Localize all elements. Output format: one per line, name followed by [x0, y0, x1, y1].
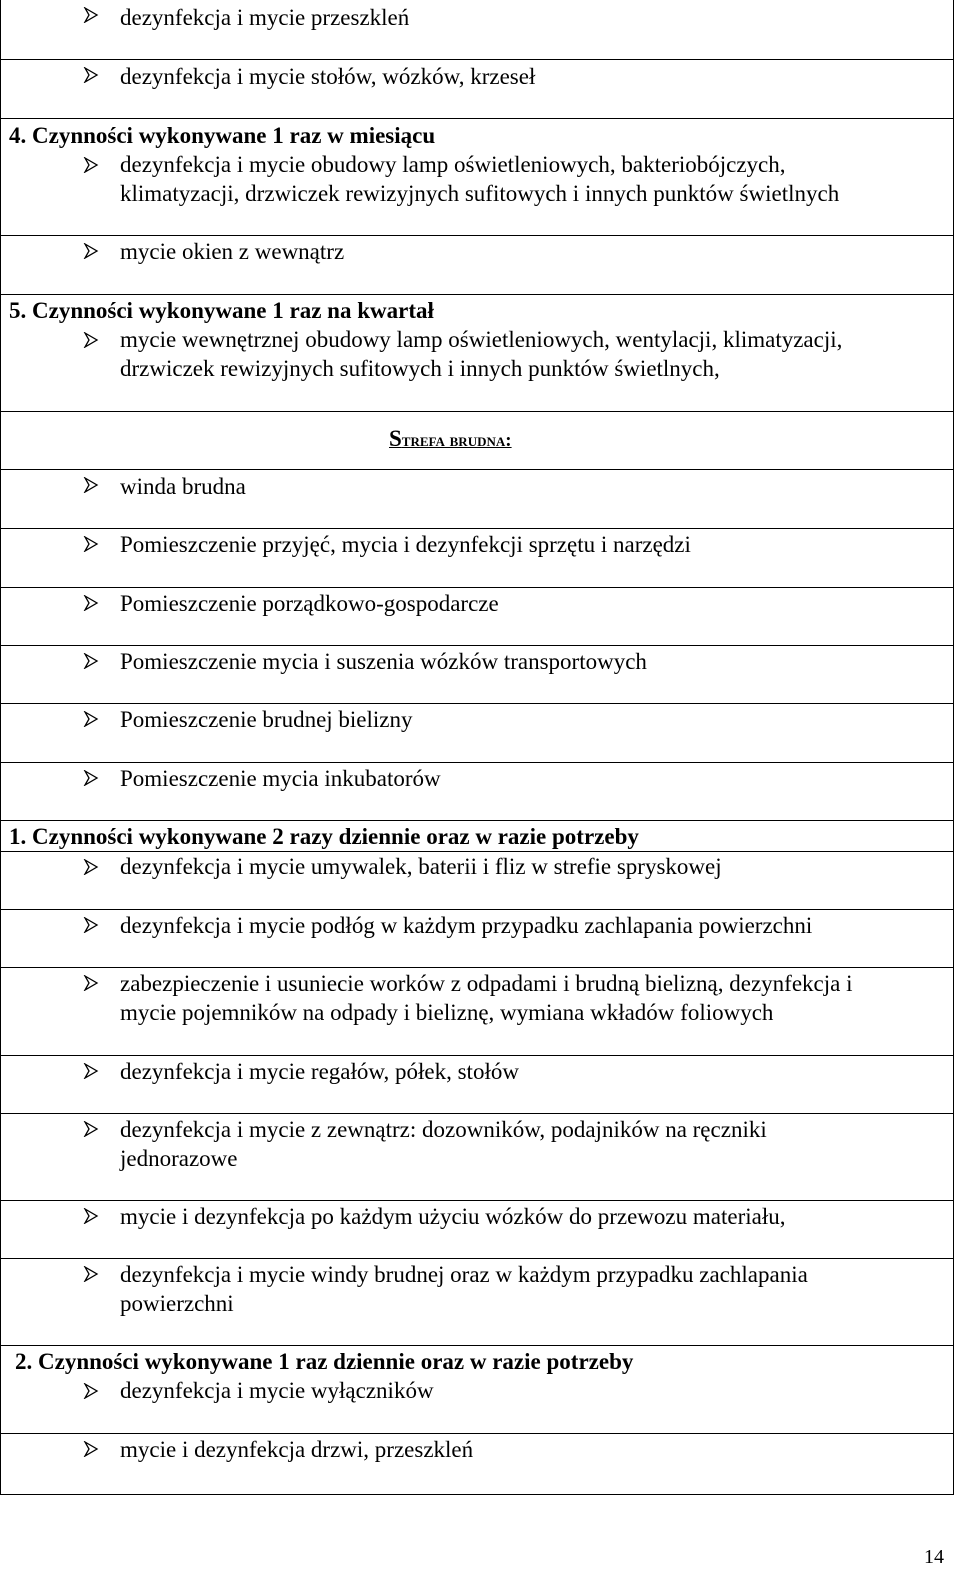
list-item: mycie i dezynfekcja drzwi, przeszkleń: [1, 1434, 953, 1464]
table-row: [1, 1200, 953, 1258]
list-item: dezynfekcja i mycie przeszkleń: [1, 0, 953, 32]
arrowhead-bullet-icon: [83, 477, 99, 493]
arrowhead-bullet-icon: [83, 1121, 99, 1137]
arrowhead-bullet-icon: [83, 67, 99, 83]
section-heading: 1. Czynności wykonywane 2 razy dziennie oraz w razie potrzeby: [9, 824, 639, 849]
list-item: dezynfekcja i mycie z zewnątrz: dozowników, podajników na ręczniki jednorazowe: [1, 1114, 953, 1173]
list-item: zabezpieczenie i usuniecie worków z odpadami i brudną bielizną, dezynfekcja i mycie pojemników na odpady i bieliznę, wymiana wkładów foliowych: [1, 968, 953, 1027]
table-row: [1, 967, 953, 1055]
table-row: [1, 294, 953, 411]
arrowhead-bullet-icon: [83, 157, 99, 173]
table-row: [1, 1113, 953, 1200]
table-row: [1, 851, 953, 909]
arrowhead-bullet-icon: [83, 711, 99, 727]
arrowhead-bullet-icon: [83, 917, 99, 933]
list-item: Pomieszczenie mycia inkubatorów: [1, 763, 953, 793]
arrowhead-bullet-icon: [83, 1063, 99, 1079]
table-row: [1, 1055, 953, 1113]
list-item: dezynfekcja i mycie umywalek, baterii i fliz w strefie spryskowej: [1, 852, 953, 881]
arrowhead-bullet-icon: [83, 595, 99, 611]
arrowhead-bullet-icon: [83, 1208, 99, 1224]
arrowhead-bullet-icon: [83, 1383, 99, 1399]
arrowhead-bullet-icon: [83, 536, 99, 552]
table-row: [1, 235, 953, 294]
table-row: [1, 909, 953, 967]
arrowhead-bullet-icon: [83, 1441, 99, 1457]
arrowhead-bullet-icon: [83, 243, 99, 259]
table-row: [1, 645, 953, 703]
list-item: Pomieszczenie przyjęć, mycia i dezynfekcji sprzętu i narzędzi: [1, 529, 953, 559]
table-row: [1, 703, 953, 762]
table-row: [1, 587, 953, 645]
section-heading: 4. Czynności wykonywane 1 raz w miesiącu: [9, 123, 436, 148]
list-item: winda brudna: [1, 470, 953, 501]
list-item: dezynfekcja i mycie stołów, wózków, krzeseł: [1, 60, 953, 91]
list-item: Pomieszczenie mycia i suszenia wózków transportowych: [1, 646, 953, 676]
arrowhead-bullet-icon: [83, 1266, 99, 1282]
table-row: [1, 59, 953, 118]
table-row: [1, 820, 953, 851]
section-heading: 2. Czynności wykonywane 1 raz dziennie oraz w razie potrzeby: [15, 1349, 634, 1374]
list-item: dezynfekcja i mycie obudowy lamp oświetleniowych, bakteriobójczych, klimatyzacji, drzwiczek rewizyjnych sufitowych i innych punktów świetlnych: [1, 150, 953, 208]
list-item: mycie wewnętrznej obudowy lamp oświetleniowych, wentylacji, klimatyzacji, drzwiczek rewizyjnych sufitowych i innych punktów świetlnych,: [1, 325, 953, 383]
arrowhead-bullet-icon: [83, 332, 99, 348]
table-row: [1, 1345, 953, 1433]
list-item: dezynfekcja i mycie windy brudnej oraz w każdym przypadku zachlapania powierzchni: [1, 1259, 953, 1318]
table-row: [1, 1433, 953, 1494]
list-item: mycie i dezynfekcja po każdym użyciu wózków do przewozu materiału,: [1, 1201, 953, 1231]
arrowhead-bullet-icon: [83, 975, 99, 991]
list-item: mycie okien z wewnątrz: [1, 236, 953, 266]
section-heading: 5. Czynności wykonywane 1 raz na kwartał: [9, 298, 434, 323]
table-row: [1, 528, 953, 587]
table-row: [1, 411, 953, 469]
list-item: Pomieszczenie porządkowo-gospodarcze: [1, 588, 953, 618]
arrowhead-bullet-icon: [83, 770, 99, 786]
zone-title: Strefa brudna:: [389, 426, 512, 451]
arrowhead-bullet-icon: [83, 7, 99, 23]
table-row: [1, 1258, 953, 1345]
list-item: dezynfekcja i mycie wyłączników: [1, 1376, 953, 1405]
table-row: [1, 762, 953, 820]
table-row: [1, 118, 953, 235]
table-row: [1, 469, 953, 528]
list-item: dezynfekcja i mycie podłóg w każdym przypadku zachlapania powierzchni: [1, 910, 953, 940]
page-number: 14: [924, 1546, 944, 1568]
list-item: dezynfekcja i mycie regałów, półek, stołów: [1, 1056, 953, 1086]
table-row: [1, 0, 953, 59]
list-item: Pomieszczenie brudnej bielizny: [1, 704, 953, 734]
arrowhead-bullet-icon: [83, 653, 99, 669]
arrowhead-bullet-icon: [83, 859, 99, 875]
